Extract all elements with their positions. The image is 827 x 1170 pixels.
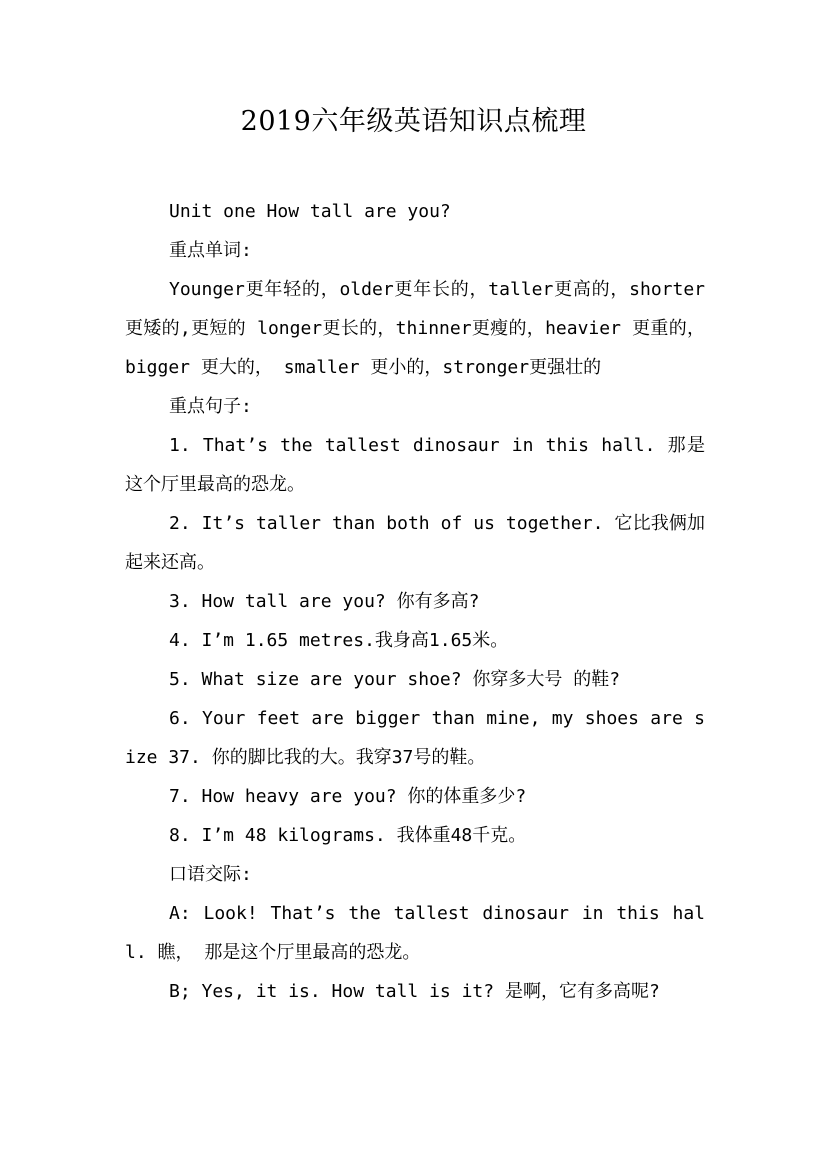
sentence-item-5: 5. What size are your shoe? 你穿多大号 的鞋? <box>169 669 621 690</box>
sentence-item-8: 8. I’m 48 kilograms. 我体重48千克。 <box>169 825 527 846</box>
section-heading-oral-communication: 口语交际: <box>169 864 252 885</box>
sentence-item-2: 2. It’s taller than both of us together. 它比我俩加起来还高。 <box>125 513 705 573</box>
document-title: 2019六年级英语知识点梳理 <box>240 106 587 137</box>
document-body <box>125 192 705 1011</box>
section-heading-key-words: 重点单词: <box>169 240 252 261</box>
dialogue-line-b: B; Yes, it is. How tall is it? 是啊，它有多高呢? <box>169 981 660 1002</box>
dialogue-line-a: A: Look! That’s the tallest dinosaur in this hall. 瞧， 那是这个厅里最高的恐龙。 <box>125 903 705 963</box>
key-words-paragraph: Younger更年轻的，older更年长的，taller更高的，shorter更矮的,更短的 longer更长的，thinner更瘦的，heavier 更重的， bigger 更大的， smaller 更小的，stronger更强壮的 <box>125 279 705 378</box>
sentence-item-4: 4. I’m 1.65 metres.我身高1.65米。 <box>169 630 509 651</box>
sentence-item-1: 1. That’s the tallest dinosaur in this hall. 那是这个厅里最高的恐龙。 <box>125 435 705 495</box>
sentence-item-7: 7. How heavy are you? 你的体重多少? <box>169 786 527 807</box>
section-heading-key-sentences: 重点句子: <box>169 396 252 417</box>
sentence-item-3: 3. How tall are you? 你有多高? <box>169 591 480 612</box>
sentence-item-6: 6. Your feet are bigger than mine, my shoes are size 37. 你的脚比我的大。我穿37号的鞋。 <box>125 708 705 768</box>
unit-heading: Unit one How tall are you? <box>169 201 451 222</box>
